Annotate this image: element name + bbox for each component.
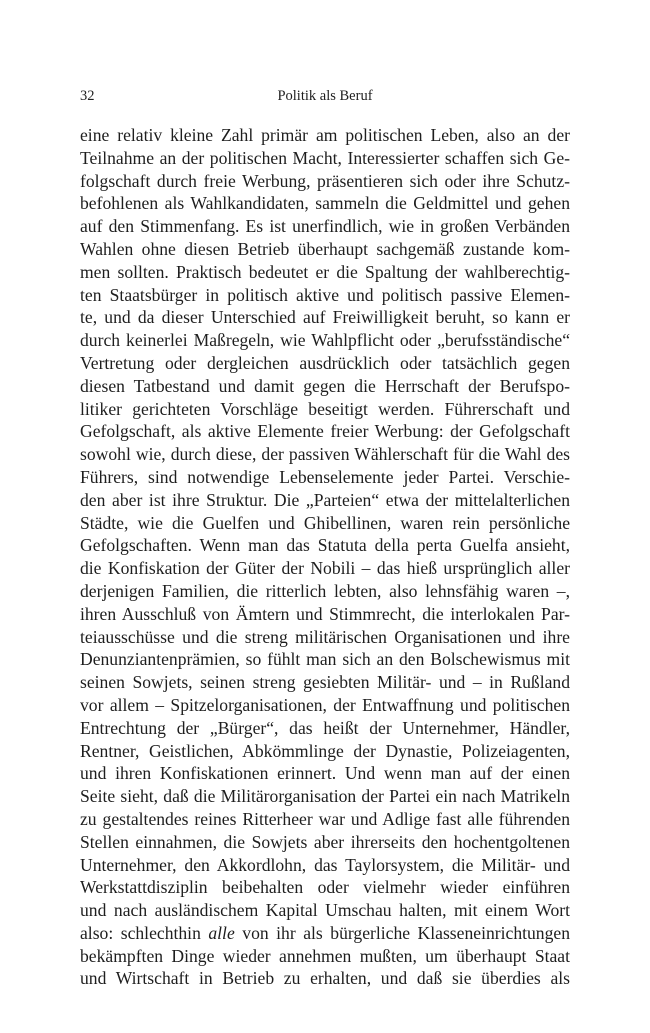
text-line: teiausschüsse und die streng militärischen Organisationen und ihre bbox=[80, 626, 570, 647]
text-line: befohlenen als Wahlkandidaten, sammeln die Geldmittel und gehen bbox=[80, 193, 570, 214]
text-line: Denunziantenprämien, so fühlt man sich an den Bolschewismus mit bbox=[80, 649, 570, 670]
text-line: Vertretung oder dergleichen ausdrücklich oder tatsächlich gegen bbox=[80, 352, 570, 373]
text-line: sowohl wie, durch diese, der passiven Wählerschaft für die Wahl des bbox=[80, 444, 570, 465]
text-line: eine relativ kleine Zahl primär am politischen Leben, also an der bbox=[80, 125, 570, 145]
text-line: Wahlen ohne diesen Betrieb überhaupt sachgemäß zustande kom- bbox=[80, 238, 570, 259]
text-line: te, und da dieser Unterschied auf Freiwilligkeit beruht, so kann er bbox=[80, 307, 570, 328]
running-title: Politik als Beruf bbox=[277, 88, 373, 104]
text-line: vor allem – Spitzelorganisationen, der Entwaffnung und politischen bbox=[80, 694, 570, 715]
text-line: den aber ist ihre Struktur. Die „Parteien“ etwa der mittelalterlichen bbox=[80, 489, 570, 510]
text-line: derjenigen Familien, die ritterlich lebten, also lehnsfähig waren –, bbox=[80, 580, 570, 601]
text-line-with-emphasis: also: schlechthin alle von ihr als bürgerliche Klasseneinrichtungen bbox=[80, 922, 570, 943]
running-head bbox=[80, 88, 570, 108]
text-line: auf den Stimmenfang. Es ist unerfindlich, wie in großen Verbänden bbox=[80, 216, 570, 237]
text-line: Gefolgschaft, als aktive Elemente freier Werbung: der Gefolgschaft bbox=[80, 421, 570, 442]
text-line: Führers, sind notwendige Lebenselemente jeder Partei. Verschie- bbox=[80, 466, 570, 487]
text-line: ten Staatsbürger in politisch aktive und politisch passive Elemen- bbox=[80, 284, 570, 305]
text-line: und nach ausländischem Kapital Umschau halten, mit einem Wort bbox=[80, 900, 570, 921]
text-line: zu gestaltendes reines Ritterheer war und Adlige fast alle führenden bbox=[80, 808, 570, 829]
text-line: litiker gerichteten Vorschläge beseitigt werden. Führerschaft und bbox=[80, 398, 570, 419]
text-line: Teilnahme an der politischen Macht, Interessierter schaffen sich Ge- bbox=[80, 147, 570, 168]
text-line: Stellen einnahmen, die Sowjets aber ihrerseits den hochentgoltenen bbox=[80, 831, 570, 852]
text-line: Rentner, Geistlichen, Abkömmlinge der Dynastie, Polizeiagenten, bbox=[80, 740, 570, 761]
text-line: seinen Sowjets, seinen streng gesiebten Militär- und – in Rußland bbox=[80, 672, 570, 693]
text-line: Seite sieht, daß die Militärorganisation der Partei ein nach Matrikeln bbox=[80, 786, 570, 807]
page-number: 32 bbox=[80, 88, 95, 104]
text-line: die Konfiskation der Güter der Nobili – das hieß ursprünglich aller bbox=[80, 558, 570, 579]
emphasis-word: alle bbox=[208, 922, 235, 943]
text-line: folgschaft durch freie Werbung, präsentieren sich oder ihre Schutz- bbox=[80, 170, 570, 191]
text-line: Städte, wie die Guelfen und Ghibellinen, waren rein persönliche bbox=[80, 512, 570, 533]
text-line: durch keinerlei Maßregeln, wie Wahlpflicht oder „berufsständische“ bbox=[80, 330, 570, 351]
text-line: und Wirtschaft in Betrieb zu erhalten, und daß sie überdies als bbox=[80, 968, 570, 989]
text-line: bekämpften Dinge wieder annehmen mußten, um überhaupt Staat bbox=[80, 945, 570, 966]
text-line: Entrechtung der „Bürger“, das heißt der Unternehmer, Händler, bbox=[80, 717, 570, 738]
text-line: und ihren Konfiskationen erinnert. Und wenn man auf der einen bbox=[80, 763, 570, 784]
body-text bbox=[80, 124, 570, 990]
text-line: Unternehmer, den Akkordlohn, das Taylorsystem, die Militär- und bbox=[80, 854, 570, 875]
text-line: diesen Tatbestand und damit gegen die Herrschaft der Berufspo- bbox=[80, 375, 570, 396]
text-line: Gefolgschaften. Wenn man das Statuta della perta Guelfa ansieht, bbox=[80, 535, 570, 556]
text-line: Werkstattdisziplin beibehalten oder vielmehr wieder einführen bbox=[80, 877, 570, 898]
text-line: ihren Ausschluß von Ämtern und Stimmrecht, die interlokalen Par- bbox=[80, 603, 570, 624]
text-line: men sollten. Praktisch bedeutet er die Spaltung der wahlberechtig- bbox=[80, 261, 570, 282]
